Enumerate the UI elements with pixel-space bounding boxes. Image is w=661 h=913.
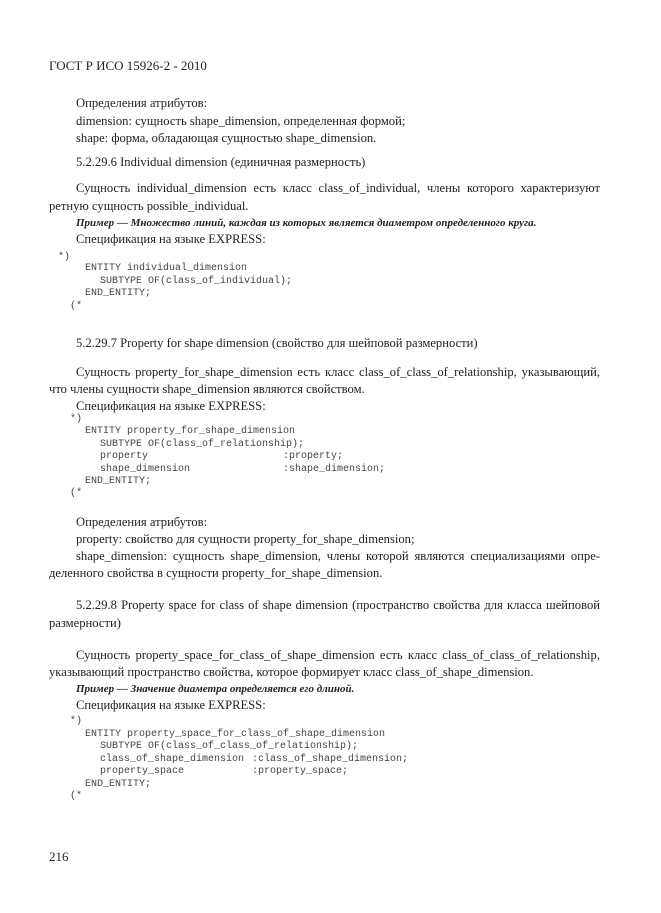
code-line: class_of_shape_dimension [100,754,245,765]
attribute-definitions-title: Определения атрибутов: [76,515,208,529]
code-line: property [100,451,149,462]
attribute-definition: деленного свойства в сущности property_for_shape_dimension. [49,566,383,580]
code-line: *) [58,252,71,263]
paragraph-line: ретную сущность possible_individual. [49,199,249,213]
code-line: property_space [100,766,185,777]
code-line: SUBTYPE OF(class_of_individual); [100,276,293,287]
example-note: Пример — Значение диаметра определяется его длиной. [76,683,355,695]
spec-label: Спецификация на языке EXPRESS: [76,399,266,413]
paragraph-line: указывающий пространство свойства, которое формирует класс class_of_shape_dimension. [49,665,534,679]
code-line: SUBTYPE OF(class_of_class_of_relationship); [100,741,359,752]
code-line: :property; [283,451,344,462]
code-line: *) [70,414,83,425]
section-heading: 5.2.29.6 Individual dimension (единичная размерность) [76,155,366,169]
code-line: *) [70,716,83,727]
code-line: ENTITY individual_dimension [85,263,248,274]
code-line: :shape_dimension; [283,464,386,475]
attribute-definition: dimension: сущность shape_dimension, определенная формой; [76,114,406,128]
code-line: END_ENTITY; [85,288,152,299]
section-heading: 5.2.29.8 Property space for class of shape dimension (пространство свойства для класса шейповой [76,598,600,612]
page-number: 216 [49,849,69,864]
paragraph-line: Сущность individual_dimension есть класс class_of_individual, члены которого характеризуют [76,181,600,195]
spec-label: Спецификация на языке EXPRESS: [76,232,266,246]
code-line: (* [70,301,83,312]
code-line: (* [70,791,83,802]
paragraph-line: что члены сущности shape_dimension являются свойством. [49,382,365,396]
code-line: END_ENTITY; [85,779,152,790]
attribute-definitions-title: Определения атрибутов: [76,96,208,110]
code-line: (* [70,488,83,499]
section-heading: 5.2.29.7 Property for shape dimension (свойство для шейповой размерности) [76,336,478,350]
paragraph-line: Сущность property_space_for_class_of_shape_dimension есть класс class_of_class_of_relationship, [76,648,600,662]
code-line: ENTITY property_space_for_class_of_shape_dimension [85,729,386,740]
attribute-definition: shape_dimension: сущность shape_dimension, члены которой являются специализациями опре- [76,549,600,563]
attribute-definition: shape: форма, обладающая сущностью shape_dimension. [76,131,377,145]
attribute-definition: property: свойство для сущности property_for_shape_dimension; [76,532,415,546]
paragraph-line: Сущность property_for_shape_dimension есть класс class_of_class_of_relationship, указывающий, [76,365,600,379]
code-line: :class_of_shape_dimension; [252,754,409,765]
code-line: shape_dimension [100,464,191,475]
document-header: ГОСТ Р ИСО 15926-2 - 2010 [49,58,207,73]
example-note: Пример — Множество линий, каждая из которых является диаметром определенного круга. [76,217,537,229]
code-line: ENTITY property_for_shape_dimension [85,426,296,437]
section-heading: размерности) [49,616,121,630]
code-line: :property_space; [252,766,349,777]
code-line: SUBTYPE OF(class_of_relationship); [100,439,305,450]
code-line: END_ENTITY; [85,476,152,487]
spec-label: Спецификация на языке EXPRESS: [76,698,266,712]
